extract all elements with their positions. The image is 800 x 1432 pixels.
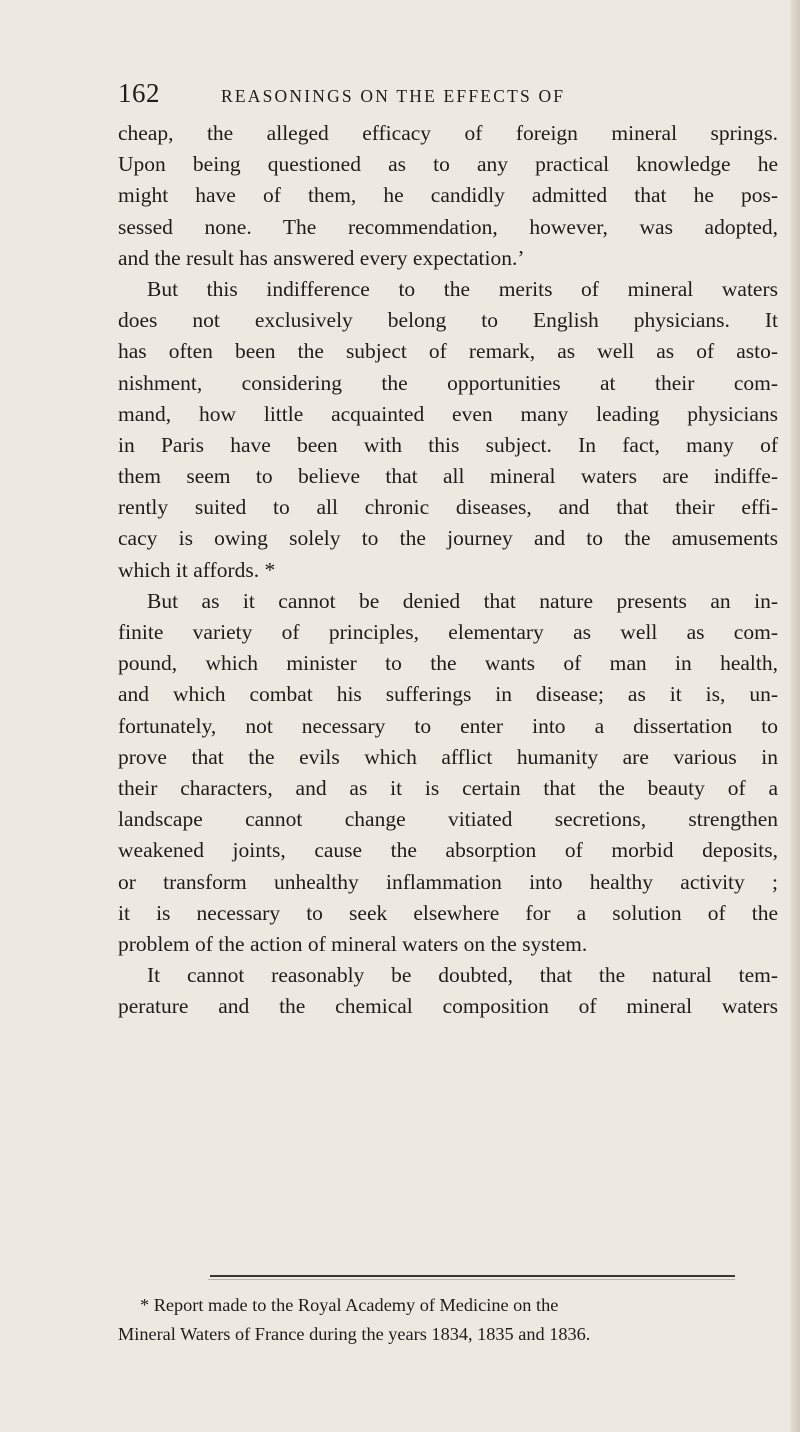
text-line: and the result has answered every expectation.’ <box>118 245 525 270</box>
text-line: prove that the evils which afflict humanity are various in <box>118 744 778 769</box>
text-line: But as it cannot be denied that nature presents an in- <box>147 588 778 613</box>
text-line: them seem to believe that all mineral waters are indiffe- <box>118 464 778 489</box>
text-line: landscape cannot change vitiated secretions, strengthen <box>118 807 778 832</box>
text-line: mand, how little acquainted even many leading physicians <box>118 401 778 426</box>
text-line: fortunately, not necessary to enter into a dissertation to <box>118 713 778 738</box>
text-line: sessed none. The recommendation, however, was adopted, <box>118 214 778 239</box>
text-line: weakened joints, cause the absorption of morbid deposits, <box>118 838 778 863</box>
text-line: it is necessary to seek elsewhere for a solution of the <box>118 900 778 925</box>
footnote-line: * Report made to the Royal Academy of Medicine on the <box>140 1295 559 1315</box>
footnote-line: Mineral Waters of France during the years 1834, 1835 and 1836. <box>118 1324 591 1344</box>
text-line: problem of the action of mineral waters on the system. <box>118 931 588 956</box>
text-line: might have of them, he candidly admitted that he pos- <box>118 183 778 208</box>
text-line: and which combat his sufferings in disease; as it is, un- <box>118 682 778 707</box>
footnote-divider-shadow <box>208 1279 735 1280</box>
text-line: But this indifference to the merits of mineral waters <box>147 276 778 301</box>
text-line: their characters, and as it is certain that the beauty of a <box>118 775 778 800</box>
text-line: Upon being questioned as to any practical knowledge he <box>118 152 778 177</box>
text-line: finite variety of principles, elementary as well as com- <box>118 620 778 644</box>
page-edge-shadow <box>790 0 800 1432</box>
text-line: cheap, the alleged efficacy of foreign mineral springs. <box>118 121 778 145</box>
text-line: has often been the subject of remark, as well as of asto- <box>118 339 778 364</box>
text-line: in Paris have been with this subject. In fact, many of <box>118 432 778 457</box>
text-line: nishment, considering the opportunities at their com- <box>118 370 778 395</box>
text-line: cacy is owing solely to the journey and to the amusements <box>118 526 778 551</box>
footnote-divider <box>210 1275 735 1277</box>
text-line: It cannot reasonably be doubted, that the natural tem- <box>147 963 778 988</box>
body-text <box>118 118 778 1022</box>
text-line: perature and the chemical composition of mineral waters <box>118 994 778 1019</box>
page-header <box>118 78 678 112</box>
running-head: REASONINGS ON THE EFFECTS OF <box>221 86 566 106</box>
text-line: does not exclusively belong to English physicians. It <box>118 308 778 333</box>
text-line: which it affords. * <box>118 557 276 582</box>
text-line: pound, which minister to the wants of man in health, <box>118 651 778 676</box>
text-line: rently suited to all chronic diseases, and that their effi- <box>118 495 778 520</box>
text-line: or transform unhealthy inflammation into healthy activity ; <box>118 869 778 894</box>
page-number: 162 <box>118 78 160 108</box>
footnote <box>118 1291 792 1349</box>
